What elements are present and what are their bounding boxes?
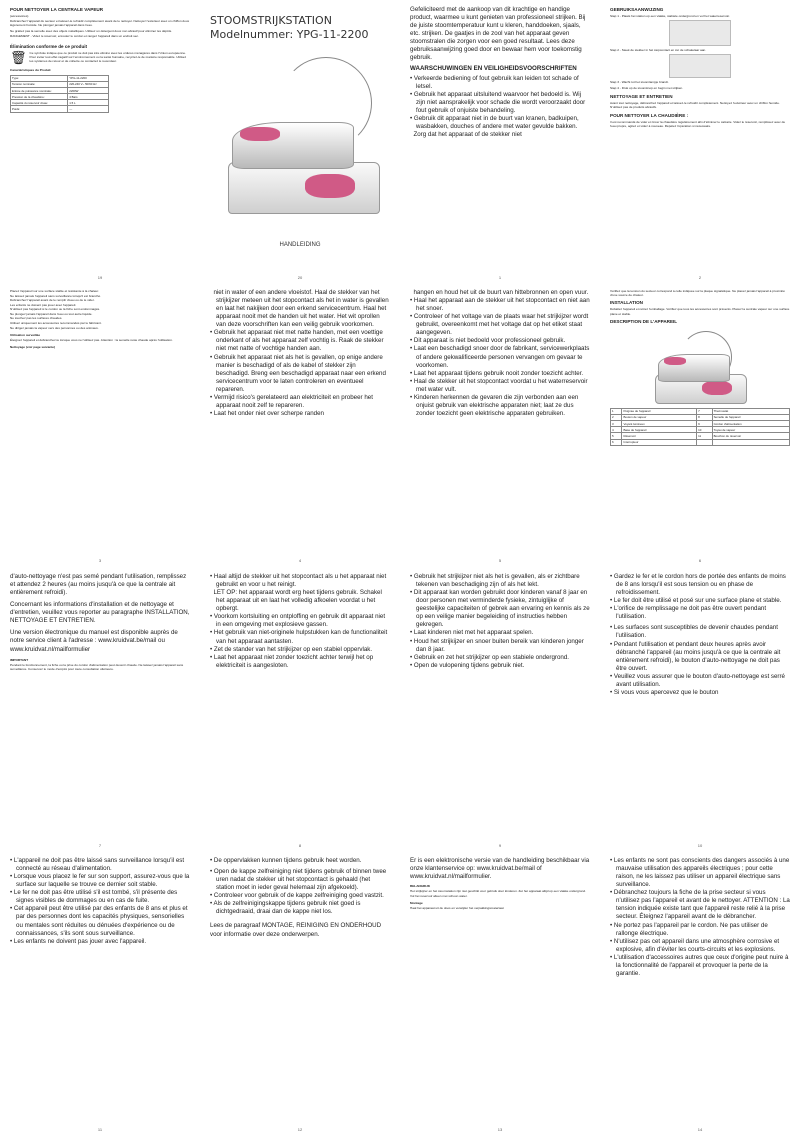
list-item: Ne laissez jamais l'appareil sans surveillance lorsqu'il est branché. — [10, 293, 101, 298]
section-heading: DESCRIPTION DE L'APPAREIL — [610, 318, 678, 324]
step-illustration — [669, 20, 731, 46]
steam-station-diagram — [610, 326, 790, 406]
eco-block — [10, 51, 190, 65]
list-item: Placez l'appareil sur une surface stable et résistante à la chaleur. — [10, 289, 99, 293]
page-number: 2 — [698, 275, 702, 280]
list-item: • Pendant l'utilisation et pendant deux heures après avoir débranché l'appareil (au moins jusqu'à ce que la centrale ait entièrement refroidi), le bouton d'auto-nettoyage ne doit pas être ouvert. — [610, 640, 781, 672]
step-text: Stap 1 - Plaats het station op een vlakke, stabiele ondergrond en vul het waterreservoir. — [610, 14, 730, 18]
list-item: Ne dirigez jamais la vapeur vers des personnes ou des animaux. — [10, 325, 99, 330]
list-item: • Gebruik het apparaat niet als het is gevallen, op enige andere manier is beschadigd of als de kabel of stekker zijn beschadigd. Breng een beschadigd apparaat naar een erkend servicecentrum voor te laten controleren en eventueel repareren. — [210, 353, 386, 393]
list-item: • Laat een beschadigd snoer door de fabrikant, servicewerkplaats of andere gekwalificeerde personen vervangen om gevaar te voorkomen. — [410, 345, 590, 369]
cover-footer: HANDLEIDING — [279, 241, 321, 248]
list-item: • Laat het onder niet over scherpe randen — [210, 409, 324, 417]
manual-page-nl-safety-4 — [200, 567, 400, 850]
list-item: • Laat het apparaat tijdens gebruik nooit zonder toezicht achter. — [410, 369, 584, 377]
manual-page-fr-cleaning — [0, 0, 200, 282]
list-item: • Le fer ne doit pas être utilisé s'il est tombé, s'il présente des signes visibles de dommages ou en cas de fuite. — [10, 889, 178, 905]
paragraph: Pendant le fonctionnement, la fiche ou la prise du cordon d'alimentation peut devenir chaude. Ne laissez jamais l'appareil sans surveillance. Conservez le mode d'emploi pour toute consultation ultérieure. — [10, 662, 184, 671]
reference-paragraph: Lees de paragraaf MONTAGE, REINIGING EN ONDERHOUD voor informatie over deze onderwerpen. — [210, 922, 382, 938]
subsection-title: IMPORTANT — [10, 657, 29, 662]
spec-title: Caractéristiques du Produit — [10, 68, 51, 73]
list-item: • Het gebruik van niet-originele hulpstukken kan de functionaliteit van het apparaat aantasten. — [210, 629, 388, 645]
list-item: • Cet appareil peut être utilisé par des enfants de 8 ans et plus et par des personnes dont les capacités physiques, sensorielles ou mentales sont réduites ou dénuées d'expérience ou de connaissances, s'ils sont sous surveillance. — [10, 905, 188, 937]
section-heading: INSTALLATION — [610, 300, 644, 306]
page-number: 20 — [297, 275, 303, 280]
page-number: 6 — [698, 558, 702, 563]
warning-title: WAARSCHUWINGEN EN VEILIGHEIDSVOORSCHRIFTEN — [410, 65, 577, 73]
list-item: • Gebruik het strijkijzer niet als het is gevallen, als er zichtbare tekenen van beschadiging zijn of als het lekt. — [410, 573, 580, 589]
list-item: • Haal het apparaat aan de stekker uit het stopcontact en niet aan het snoer. — [410, 297, 590, 313]
manual-page-usage — [600, 0, 800, 282]
list-item: • Laat kinderen niet met het apparaat spelen. — [410, 629, 534, 637]
page-number: 4 — [298, 558, 302, 563]
list-item: LET OP: het apparaat wordt erg heet tijdens gebruik. Schakel het apparaat uit en laat het volledig afkoelen voordat u het opbergt. — [213, 589, 382, 613]
section-subheading: (accessoires) — [10, 14, 29, 18]
list-item: • Gebruik het apparaat uitsluitend waarvoor het bedoeld is. Wij zijn niet aansprakelijk voor schade die wordt veroorzaakt door fout gebruik of onjuiste behandeling. — [410, 90, 586, 114]
table-row: Pression de la chaudière: 4 Bars — [11, 94, 109, 100]
section-heading: POUR NETTOYER LA CENTRALE VAPEUR — [10, 7, 104, 12]
paragraph: d'auto-nettoyage n'est pas semé pendant l'utilisation, remplissez et attendez 2 heures (au moins jusqu'à ce que la centrale ait entièrement refroidi). — [10, 573, 187, 597]
list-item: • De oppervlakken kunnen tijdens gebruik heet worden. — [210, 857, 362, 864]
step-text: Stap 2 - Steek de stekker in het stopcontact en zet de schakelaar aan. — [610, 48, 707, 53]
list-item: • Gebruik dit apparaat niet in de buurt van kranen, badkuipen, wasbakken, douches of andere met water gevulde bakken. — [410, 114, 579, 130]
list-item: • L'orifice de remplissage ne doit pas être ouvert pendant l'utilisation. — [610, 605, 767, 621]
list-item: • Débranchez toujours la fiche de la prise secteur si vous n'utilisez pas l'appareil et avant de le nettoyer. ATTENTION : La tension indiquée existe tant que l'appareil reste relié à la prise secteur. Éteignez l'appareil avant de le débrancher. — [610, 889, 790, 921]
page-number: 12 — [297, 1127, 303, 1132]
manual-page-fr-safety-5 — [600, 567, 800, 850]
list-item: • Haal altijd de stekker uit het stopcontact als u het apparaat niet gebruikt en voor u het reinigt. — [210, 573, 387, 589]
list-item: • Gardez le fer et le cordon hors de portée des enfants de moins de 8 ans lorsqu'il est sous tension ou en phase de refroidissement. — [610, 573, 786, 597]
list-item: • L'appareil ne doit pas être laissé sans surveillance lorsqu'il est connecté au réseau d'alimentation. — [10, 857, 185, 873]
list-item: • Dit apparaat is niet bedoeld voor professioneel gebruik. — [410, 337, 566, 345]
table-row: Entrée de puissance nominale: 2200W — [11, 87, 109, 93]
list-item: Utilisez uniquement les accessoires recommandés par le fabricant. — [10, 320, 102, 325]
page-number: 11 — [97, 1127, 103, 1132]
list-item: Ne plongez jamais l'appareil dans l'eau ou tout autre liquide. — [10, 311, 93, 316]
list-item: • Gebruik het apparaat niet met natte handen, met een voettige onderkant of als het apparaat zelf vochtig is. Raak de stekker niet met natte of vochtige handen aan. — [210, 329, 384, 353]
list-item: • Controleer voor gebruik of de kappe zelfreiniging goed vastzit. — [210, 892, 384, 900]
section-heading: GEBRUIKSAANWIJZING — [610, 7, 664, 12]
list-item: Les enfants ne doivent pas jouer avec l'appareil. — [10, 302, 77, 307]
list-item: • Les enfants ne doivent pas jouer avec l'appareil. — [10, 937, 147, 945]
list-item: N'utilisez pas l'appareil si le cordon ou la fiche sont endommagés. — [10, 307, 101, 312]
list-item: • Si vous vous apercevez que le bouton — [610, 688, 719, 696]
cover-model: Modelnummer: YPG-11-2200 — [210, 27, 369, 41]
cover-title: STOOMSTRIJKSTATION — [210, 14, 332, 27]
page-number: 5 — [498, 558, 502, 563]
spec-table — [10, 75, 109, 113]
manual-page-fr-installation — [600, 283, 800, 565]
paragraph: Ne grattez pas la semelle avec des objets métalliques. Utilisez un détergent doux non abrasif pour éliminer les dépôts. — [10, 28, 172, 33]
table-row: 6 Interrupteur — [611, 439, 790, 445]
list-item: • Les surfaces sont susceptibles de devenir chaudes pendant l'utilisation. — [610, 624, 778, 640]
parts-table — [610, 408, 790, 446]
paragraph: Haal het apparaat uit de doos en verwijder het verpakkingsmateriaal. — [410, 905, 505, 910]
list-item: • Controleer of het voltage van de plaats waar het strijkijzer wordt gebruikt, overeenkomt met het voltage dat op het etiket staat aangegeven. — [410, 313, 589, 337]
subsection-title: BELANGRIJK — [410, 884, 431, 889]
paragraph: Il est recommandé de vider et rincer la chaudière régulièrement afin d'éliminer le calcaire. Videz le réservoir, remplissez avec de l'eau propre, agitez et videz à nouveau. Répétez l'opération si nécessaire. — [610, 120, 786, 129]
list-item: hangen en houd het uit de buurt van hittebronnen en open vuur. — [413, 289, 589, 296]
list-item: • L'utilisation d'accessoires autres que ceux d'origine peut nuire à la fonctionnalité de l'appareil et provoquer la perte de la garantie. — [610, 953, 789, 977]
list-item: niet in water of een andere vloeistof. Haal de stekker van het strijkijzer meteen uit het stopcontact als het in water is gevallen en laat het nakijken door een erkend servicecentrum. Haal het apparaat nooit met de handen uit het water. Het wit oprollen van deze voorschriften kan een veilig gebruik voorkomen. — [213, 289, 389, 329]
table-row: Type: YPG-11-2200 — [11, 75, 109, 81]
manual-page-nl-safety-5 — [400, 567, 600, 850]
list-item: • Dit apparaat kan worden gebruikt door kinderen vanaf 8 jaar en door personen met verminderde fysieke, zintuiglijke of geestelijke capaciteiten of gebrek aan ervaring en kennis als ze op een veilige manier begeleiding of instructies hebben gekregen. — [410, 589, 590, 629]
list-item: Zorg dat het apparaat of de stekker niet — [413, 130, 522, 138]
table-row: 5 Réservoir 11 Bouchon du réservoir — [611, 433, 790, 439]
eco-title: Élimination conforme de ce produit — [10, 43, 88, 49]
list-item: • Houd het strijkijzer en snoer buiten bereik van kinderen jonger dan 8 jaar. — [410, 637, 584, 653]
paragraph: Concernant les informations d'installation et de nettoyage et d'entretien, veuillez vous reporter au paragraphe INSTALLATION, NETTOYAGE ET ENTRETIEN. — [10, 601, 190, 625]
recycle-bin-icon: 🗑 — [10, 49, 27, 65]
paragraph: Vérifiez que la tension du secteur correspond à celle indiquée sur la plaque signalétique. Ne placez jamais l'appareil à proximité d'une source de chaleur. — [610, 289, 785, 298]
page-number: 14 — [697, 1127, 703, 1132]
manual-cover-nl — [200, 0, 400, 282]
page-number: 19 — [97, 275, 103, 280]
section-heading: NETTOYAGE ET ENTRETIEN — [610, 93, 673, 99]
manual-page-fr-safety-6 — [0, 851, 200, 1134]
page-number: 7 — [98, 843, 102, 848]
table-row: 1 Poignée de l'appareil 7 Thermostat — [611, 408, 790, 414]
paragraph: Er is een elektronische versie van de handleiding beschikbaar via onze klantenservice op: www.kruidvat.be/mail of www.kruidvat.nl/mailformulier. — [410, 857, 590, 881]
list-item: • Lorsque vous placez le fer sur son support, assurez-vous que la surface sur laquelle se trouve ce dernier soit stable. — [10, 873, 190, 889]
list-item: Ne touchez pas les surfaces chaudes. — [10, 316, 63, 321]
paragraph: RANGEMENT - Videz le réservoir, enroulez le cordon et rangez l'appareil dans un endroit sec. — [10, 33, 139, 38]
list-item: Débranchez l'appareil avant de le remplir d'eau ou de le vider. — [10, 298, 95, 303]
manual-page-nl-safety-3 — [400, 283, 600, 565]
section-heading: POUR NETTOYER LA CHAUDIÈRE : — [610, 113, 689, 119]
page-number: 10 — [697, 843, 703, 848]
list-item: • Le fer doit être utilisé et posé sur une surface plane et stable. — [610, 597, 782, 605]
manual-page-fr-reference — [0, 567, 200, 850]
list-item: • Ne portez pas l'appareil par le cordon. Ne pas utiliser de rallonge électrique. — [610, 921, 768, 937]
manual-page-fr-safety-7 — [600, 851, 800, 1134]
table-row: Capacité du réservoir d'eau: 1.5 L — [11, 100, 109, 106]
paragraph: Avant tout nettoyage, débranchez l'appareil et laissez-le refroidir complètement. Nettoyez l'extérieur avec un chiffon humide. N'utilisez pas de produits abrasifs. — [610, 100, 780, 109]
subsection-title: Nettoyage (voir page suivante) — [10, 345, 56, 350]
list-item: • Haal de stekker uit het stopcontact voordat u het waterreservoir met water vult. — [410, 377, 588, 393]
eco-text: Ce symbole indique que ce produit ne doit pas être éliminé avec les ordures ménagères dans l'Union européenne. Pour éviter tout effet négatif sur l'environnement ou la santé humaine, recyclez-le de manière responsable. Utilisez les systèmes de retour et de collecte ou contactez le revendeur. — [29, 50, 187, 64]
list-item: • N'utilisez pas cet appareil dans une atmosphère corrosive et explosive, afin d'éviter les courts-circuits et les explosions. — [610, 937, 780, 953]
step-text: Stap 3 - Wacht tot het stoomlampje brandt. — [610, 80, 669, 85]
list-item: • Vermijd risico's gerelateerd aan elektriciteit en probeer het apparaat nooit zelf te repareren. — [210, 393, 373, 409]
page-number: 13 — [497, 1127, 503, 1132]
table-row: 2 Bouton de vapeur 8 Semelle de l'appareil — [611, 414, 790, 420]
steam-station-image — [210, 42, 390, 242]
manual-page-nl-intro — [400, 0, 600, 282]
list-item: • Open de vulopening tijdens gebruik niet. — [410, 661, 525, 669]
list-item: • Voorkom kortsluiting en ontploffing en gebruik dit apparaat niet in een omgeving met explosieve gassen. — [210, 613, 386, 629]
manual-page-nl-safety-2 — [200, 283, 400, 565]
paragraph: Gefeliciteerd met de aankoop van dit krachtige en handige product, waarmee u kunt genieten van professioneel strijken. Bij de juiste stoomtemperatuur kunt u kleren, handdoeken, sjaals, etc. strijken. De gaatjes in de zool van het apparaat geven stoomstralen die zorgen voor een goed resultaat. Lees deze gebruiksaanwijzing goed door en bewaar hem voor toekomstig gebruik. — [410, 6, 586, 62]
list-item: • Veuillez vous assurer que le bouton d'auto-nettoyage est serré avant utilisation. — [610, 672, 785, 688]
paragraph: Une version électronique du manuel est disponible auprès de notre service client à l'adresse : www.kruidvat.be/mail ou www.kruidvat.nl/mailformulier — [10, 629, 178, 653]
step-text: Stap 4 - Druk op de stoomknop en begin met strijken. — [610, 85, 684, 90]
list-item: • Als de zelfreinigingskappe tijdens gebruik niet goed is dichtgedraaid, draai dan de kappe niet los. — [210, 900, 361, 916]
paragraph: Débranchez l'appareil du secteur et laissez-le refroidir complètement avant de le nettoyer. Nettoyez l'extérieur avec un chiffon doux légèrement humide. Ne plongez jamais l'appareil dans l'eau. — [10, 19, 190, 28]
list-item: • Laat het apparaat niet zonder toezicht achter terwijl het op elektriciteit is aangesloten. — [210, 653, 374, 669]
manual-page-fr-safety-list — [0, 283, 200, 565]
list-item: • Open de kappe zelfreiniging niet tijdens gebruik of binnen twee uren nadat de stekker uit het stopcontact is gehaald (het station moet in ieder geval helemaal zijn afgekoeld). — [210, 868, 387, 892]
page-number: 8 — [298, 843, 302, 848]
paragraph: Het strijkijzer en het stoomstation zijn niet geschikt voor gebruik door kinderen. Zet het apparaat altijd op een vlakke ondergrond. Vul het reservoir alleen met schoon water. — [410, 889, 586, 898]
page-number: 1 — [498, 275, 502, 280]
list-item: • Les enfants ne sont pas conscients des dangers associés à une mauvaise utilisation des appareils électriques ; pour cette raison, ne les laissez pas utiliser un appareil électrique sans surveillance. — [610, 857, 790, 889]
list-item: • Verkeerde bediening of fout gebruik kan leiden tot schade of letsel. — [410, 74, 579, 90]
subsection-title: Montage — [410, 900, 423, 905]
paragraph: Éteignez l'appareil et débranchez-le lorsque vous ne l'utilisez pas. Attention : la semelle reste chaude après l'utilisation. — [10, 337, 173, 342]
manual-page-nl-electronic — [400, 851, 600, 1134]
list-item: • Kinderen herkennen de gevaren die zijn verbonden aan een onjuist gebruik van elektrische apparaten niet; laat ze dus zonder toezicht geen elektrische apparaten gebruiken. — [410, 393, 579, 417]
subsection-title: Utilisation surveillée — [10, 332, 41, 337]
step-illustration — [669, 54, 731, 78]
table-row: 3 Voyant lumineux 9 Cordon d'alimentation — [611, 421, 790, 427]
manual-page-nl-safety-6 — [200, 851, 400, 1134]
page-number: 9 — [498, 843, 502, 848]
table-row: Tension nominale: 220-240 V~ 50/60 Hz — [11, 81, 109, 87]
paragraph: Déballez l'appareil et retirez l'emballage. Vérifiez que tous les accessoires sont présents. Placez la centrale vapeur sur une surface plane et stable. — [610, 307, 790, 316]
table-row: 4 Base de l'appareil 10 Tuyau de vapeur — [611, 427, 790, 433]
table-row: Poids: — — [11, 106, 109, 112]
page-number: 3 — [98, 558, 102, 563]
list-item: • Zet de stander van het strijkijzer op een stabiel oppervlak. — [210, 645, 373, 653]
list-item: • Gebruik en zet het strijkijzer op een stabiele ondergrond. — [410, 653, 570, 661]
